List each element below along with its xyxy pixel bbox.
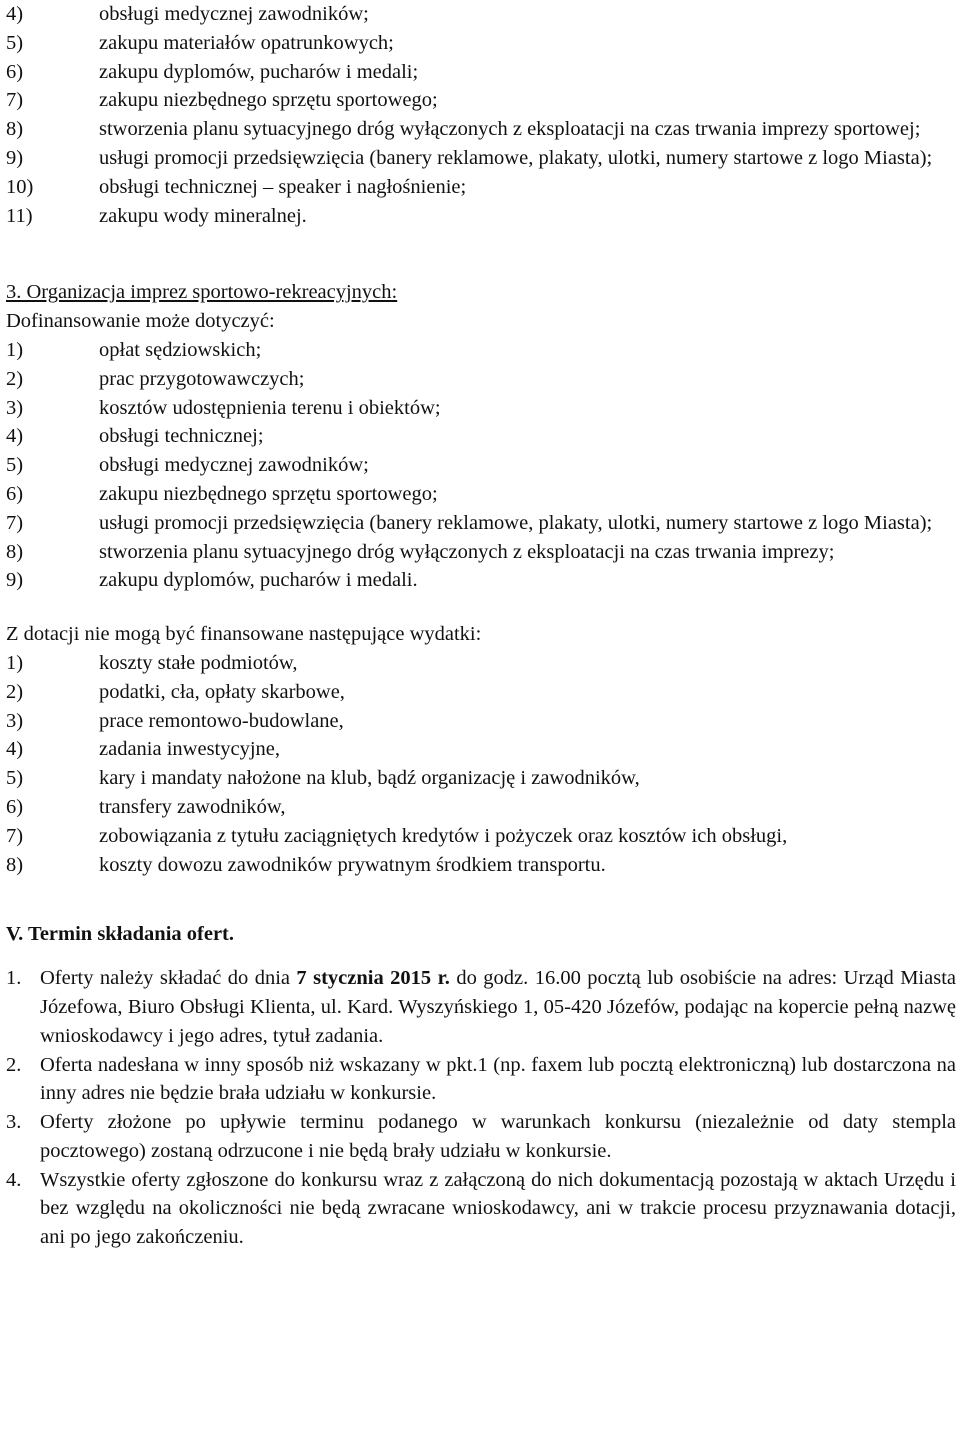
list-number: 4. <box>6 1168 22 1191</box>
list-item <box>6 451 956 480</box>
list-number: 8) <box>6 853 24 876</box>
list-text: prace remontowo-budowlane, <box>99 709 344 732</box>
list-text: Oferta nadesłana w inny sposób niż wskazany w pkt.1 (np. faxem lub pocztą elektroniczną) lub dostarczona na inny adres nie będzie brała udziału w konkursie. <box>40 1053 956 1105</box>
list-item <box>6 678 956 707</box>
spacer <box>6 595 956 620</box>
list-text: obsługi technicznej; <box>99 425 264 448</box>
spacer <box>6 879 956 920</box>
list-text: opłat sędziowskich; <box>99 338 262 361</box>
list-text: stworzenia planu sytuacyjnego dróg wyłączonych z eksploatacji na czas trwania imprezy sportowej; <box>99 118 921 141</box>
list-text: obsługi medycznej zawodników; <box>99 3 369 25</box>
list-item <box>6 707 956 736</box>
list-number: 7) <box>6 824 24 847</box>
list-number: 4) <box>6 738 24 761</box>
section-5-list <box>6 964 956 1252</box>
list-number: 5) <box>6 767 24 790</box>
list-item <box>6 29 956 58</box>
list-item <box>6 822 956 851</box>
list-item <box>6 115 956 144</box>
list-number: 8) <box>6 540 24 563</box>
list-item <box>6 538 956 567</box>
list-text: Wszystkie oferty zgłoszone do konkursu wraz z załączoną do nich dokumentacją pozostają w aktach Urzędu i bez względu na okoliczności nie będą zwracane wnioskodawcy, ani w trakcie procesu przyznawania dotacji, ani po jego zakończeniu. <box>40 1168 956 1249</box>
list-text: Oferty złożone po upływie terminu podanego w warunkach konkursu (niezależnie od daty stempla pocztowego) zostaną odrzucone i nie będą brały udziału w konkursie. <box>40 1111 956 1162</box>
list-text: stworzenia planu sytuacyjnego dróg wyłączonych z eksploatacji na czas trwania imprezy; <box>99 540 835 563</box>
list-number: 3. <box>6 1111 22 1134</box>
list-text: koszty stałe podmiotów, <box>99 651 298 674</box>
list-number: 1. <box>6 967 22 990</box>
list-text: prac przygotowawczych; <box>99 367 305 390</box>
list-number: 1) <box>6 338 24 361</box>
list-item <box>6 1166 956 1252</box>
list-text: zakupu niezbędnego sprzętu sportowego; <box>99 89 438 112</box>
list-number: 4) <box>6 425 24 448</box>
list-text: zobowiązania z tytułu zaciągniętych kredytów i pożyczek oraz kosztów ich obsługi, <box>99 824 788 847</box>
list-item <box>6 1108 956 1166</box>
list-number: 9) <box>6 146 24 169</box>
list-top <box>6 0 956 230</box>
list-text: zakupu dyplomów, pucharów i medali. <box>99 569 418 592</box>
list-number: 10) <box>6 175 34 198</box>
excluded-list <box>6 649 956 879</box>
list-text: usługi promocji przedsięwzięcia (banery reklamowe, plakaty, ulotki, numery startowe z logo Miasta); <box>99 511 933 534</box>
list-number: 4) <box>6 3 24 25</box>
list-number: 6) <box>6 795 24 818</box>
list-text: kosztów udostępnienia terenu i obiektów; <box>99 396 441 419</box>
spacer <box>6 230 956 278</box>
section-3 <box>6 278 956 595</box>
list-item <box>6 58 956 87</box>
list-text: zakupu materiałów opatrunkowych; <box>99 31 394 54</box>
list-number: 2) <box>6 367 24 390</box>
list-text: usługi promocji przedsięwzięcia (banery reklamowe, plakaty, ulotki, numery startowe z logo Miasta); <box>99 146 933 169</box>
list-item <box>6 480 956 509</box>
list-number: 8) <box>6 118 24 141</box>
list-item <box>6 365 956 394</box>
list-number: 6) <box>6 60 24 83</box>
spacer <box>6 949 956 964</box>
list-item <box>6 566 956 595</box>
list-item <box>6 336 956 365</box>
list-number: 5) <box>6 31 24 54</box>
deadline-date: 7 stycznia 2015 r. <box>296 967 450 990</box>
list-item <box>6 735 956 764</box>
list-number: 3) <box>6 396 24 419</box>
list-item <box>6 394 956 423</box>
list-text: obsługi medycznej zawodników; <box>99 454 369 477</box>
list-item <box>6 1051 956 1109</box>
list-item <box>6 764 956 793</box>
excluded-expenses <box>6 620 956 879</box>
section-5-title: V. Termin składania ofert. <box>6 923 235 946</box>
list-text: zakupu niezbędnego sprzętu sportowego; <box>99 482 438 505</box>
list-number: 5) <box>6 454 24 477</box>
list-item <box>6 202 956 231</box>
list-text: zadania inwestycyjne, <box>99 738 281 761</box>
list-item <box>6 144 956 173</box>
list-text: transfery zawodników, <box>99 795 286 818</box>
list-text: zakupu wody mineralnej. <box>99 204 307 227</box>
text-run: Oferty należy składać do dnia <box>40 967 297 990</box>
section-3-heading: 3. Organizacja imprez sportowo-rekreacyjnych: <box>6 281 398 304</box>
list-item <box>6 0 956 29</box>
list-number: 7) <box>6 511 24 534</box>
text-run: do godz. 16.00 pocztą lub osobiście na adres: Urząd Miasta Józefowa, Biuro Obsługi Klienta, ul. Kard. Wyszyńskiego 1, 05-420 Józefów, podając na kopercie pełną nazwę wnioskodawcy i jego adres, tytuł zadania. <box>40 967 956 1047</box>
list-text: kary i mandaty nałożone na klub, bądź organizację i zawodników, <box>99 767 640 790</box>
list-number: 7) <box>6 89 24 112</box>
list-number: 9) <box>6 569 24 592</box>
list-item <box>6 173 956 202</box>
list-item <box>6 422 956 451</box>
list-number: 6) <box>6 482 24 505</box>
list-item <box>6 86 956 115</box>
list-text <box>40 964 956 1050</box>
list-item <box>6 793 956 822</box>
list-item <box>6 964 956 1050</box>
list-number: 2. <box>6 1053 22 1076</box>
list-number: 2) <box>6 680 24 703</box>
section-3-intro: Dofinansowanie może dotyczyć: <box>6 310 275 333</box>
list-number: 3) <box>6 709 24 732</box>
list-text: obsługi technicznej – speaker i nagłośnienie; <box>99 175 467 198</box>
list-text: koszty dowozu zawodników prywatnym środkiem transportu. <box>99 853 606 876</box>
section-3-list <box>6 336 956 595</box>
list-text: zakupu dyplomów, pucharów i medali; <box>99 60 419 83</box>
excluded-intro: Z dotacji nie mogą być finansowane następujące wydatki: <box>6 623 482 646</box>
list-number: 11) <box>6 204 33 227</box>
list-number: 1) <box>6 651 24 674</box>
list-item <box>6 649 956 678</box>
section-5 <box>6 920 956 1252</box>
list-item <box>6 851 956 880</box>
list-text: podatki, cła, opłaty skarbowe, <box>99 680 345 703</box>
list-item <box>6 509 956 538</box>
